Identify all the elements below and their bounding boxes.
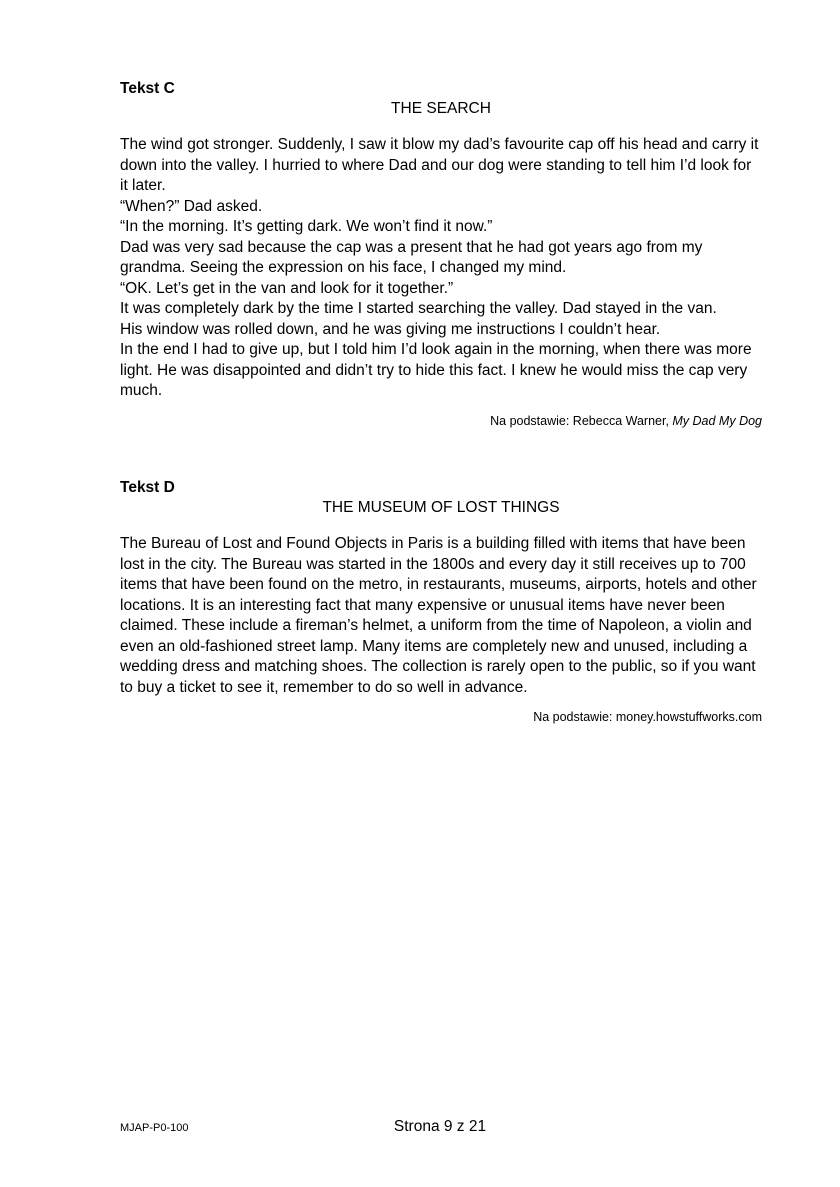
text-c-paragraph: “OK. Let’s get in the van and look for it together.” [120, 279, 454, 297]
text-c-paragraph: The wind got stronger. Suddenly, I saw it blow my dad’s favourite cap off his head and carry it down into the valley. I hurried to where Dad and our dog were standing to tell him I’d look for it later. [120, 136, 759, 194]
text-d-paragraph: The Bureau of Lost and Found Objects in Paris is a building filled with items that have been lost in the city. The Bureau was started in the 1800s and every day it still receives up to 700 items that have been found on the metro, in restaurants, museums, airports, hotels and other locations. It is an interesting fact that many expensive or unusual items have never been claimed. These include a fireman’s helmet, a uniform from the time of Napoleon, a violin and even an old-fashioned street lamp. Many items are completely new and unused, including a wedding dress and matching shoes. The collection is rarely open to the public, so if you want to buy a ticket to see it, remember to do so well in advance. [120, 535, 757, 696]
page-number: Strona 9 z 21 [393, 1118, 487, 1135]
footer-code: MJAP-P0-100 [120, 1122, 189, 1134]
text-d-title: THE MUSEUM OF LOST THINGS [322, 499, 560, 516]
text-d-label: Tekst D [120, 479, 175, 496]
text-c-paragraph: In the end I had to give up, but I told him I’d look again in the morning, when there was more light. He was disappointed and didn’t try to hide this fact. I knew he would miss the cap very much. [120, 341, 752, 399]
text-c-source-work: My Dad My Dog [672, 413, 762, 428]
text-c-paragraph: “In the morning. It’s getting dark. We won’t find it now.” [120, 218, 493, 235]
text-c-paragraph: His window was rolled down, and he was giving me instructions I couldn’t hear. [120, 320, 661, 338]
text-d-body [120, 534, 762, 698]
text-c-paragraph: Dad was very sad because the cap was a present that he had got years ago from my grandma. Seeing the expression on his face, I changed my mind. [120, 238, 703, 276]
text-c-body [120, 135, 762, 402]
text-c-paragraph: It was completely dark by the time I started searching the valley. Dad stayed in the van. [120, 300, 717, 317]
text-c-title: THE SEARCH [391, 100, 491, 117]
text-d-section [120, 478, 762, 725]
text-c-source-prefix: Na podstawie: Rebecca Warner, [490, 413, 673, 428]
text-c-paragraph: “When?” Dad asked. [120, 197, 263, 215]
text-c-source [120, 413, 762, 429]
text-c-label: Tekst C [120, 80, 175, 97]
text-d-source: Na podstawie: money.howstuffworks.com [533, 710, 762, 724]
text-c-section [120, 79, 762, 429]
